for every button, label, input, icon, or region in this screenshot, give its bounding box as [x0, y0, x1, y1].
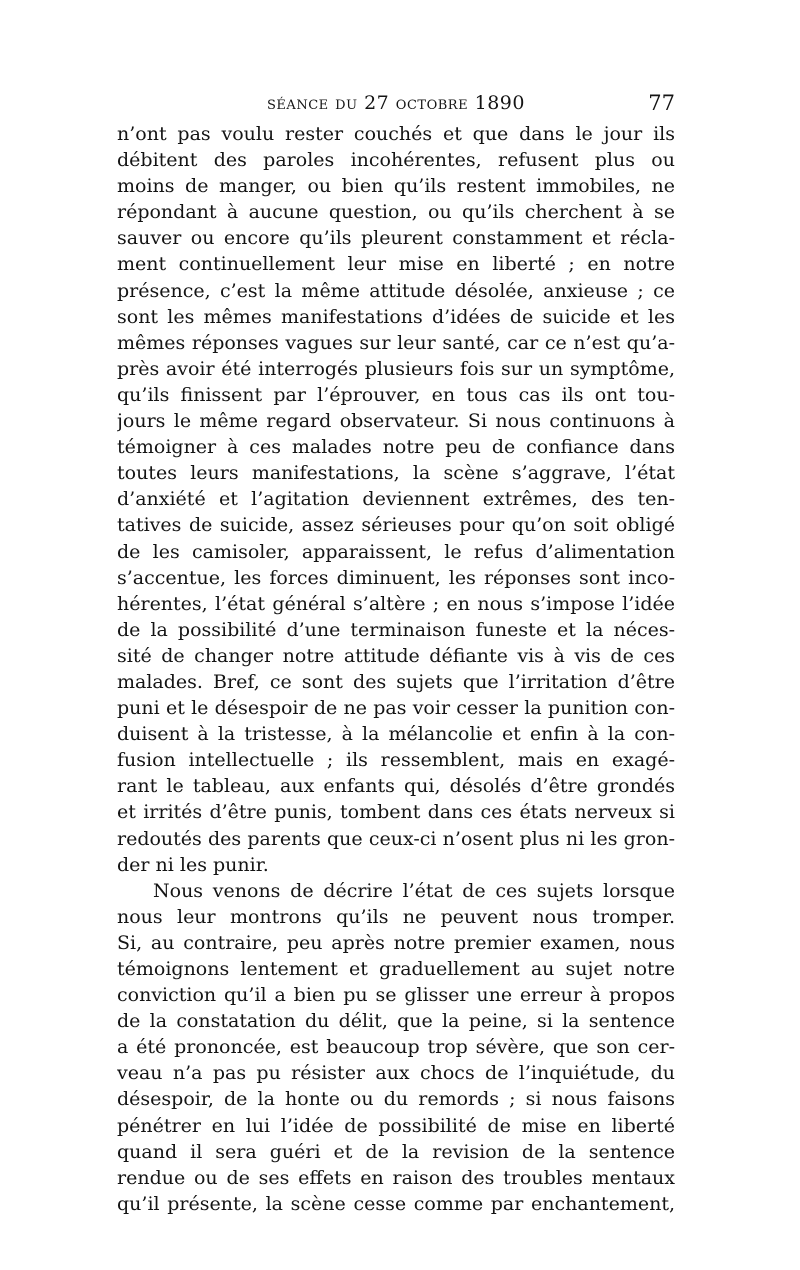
- text-line: près avoir été interrogés plusieurs fois sur un symptôme,: [117, 357, 675, 380]
- text-line: toutes leurs manifestations, la scène s’aggrave, l’état: [117, 462, 675, 485]
- text-line: s’accentue, les forces diminuent, les réponses sont inco-: [117, 566, 675, 589]
- text-line: désespoir, de la honte ou du remords ; si nous faisons: [117, 1088, 675, 1111]
- text-line: conviction qu’il a bien pu se glisser une erreur à propos: [117, 984, 675, 1007]
- text-line: quand il sera guéri et de la revision de la sentence: [117, 1140, 675, 1163]
- text-line: nous leur montrons qu’ils ne peuvent nous tromper.: [117, 905, 675, 928]
- running-title: séance du 27 octobre 1890: [267, 92, 525, 114]
- text-line: sont les mêmes manifestations d’idées de suicide et les: [117, 305, 675, 328]
- text-line: présence, c’est la même attitude désolée, anxieuse ; ce: [117, 279, 675, 302]
- text-line: malades. Bref, ce sont des sujets que l’irritation d’être: [117, 670, 675, 693]
- text-line: témoigner à ces malades notre peu de confiance dans: [117, 436, 675, 459]
- text-line: Nous venons de décrire l’état de ces sujets lorsque: [153, 879, 675, 902]
- text-line: a été prononcée, est beaucoup trop sévère, que son cer-: [117, 1036, 675, 1059]
- text-line: mêmes réponses vagues sur leur santé, car ce n’est qu’a-: [117, 331, 675, 354]
- text-line: fusion intellectuelle ; ils ressemblent, mais en exagé-: [117, 749, 675, 772]
- text-line: et irrités d’être punis, tombent dans ces états nerveux si: [117, 801, 675, 824]
- text-line: duisent à la tristesse, à la mélancolie et enfin à la con-: [117, 723, 675, 746]
- text-line: de les camisoler, apparaissent, le refus d’alimentation: [117, 540, 675, 563]
- text-line: débitent des paroles incohérentes, refusent plus ou: [117, 149, 675, 172]
- text-line: répondant à aucune question, ou qu’ils cherchent à se: [117, 201, 675, 224]
- text-line: sauver ou encore qu’ils pleurent constamment et récla-: [117, 227, 675, 250]
- text-line: moins de manger, ou bien qu’ils restent immobiles, ne: [117, 175, 675, 198]
- text-line: hérentes, l’état général s’altère ; en nous s’impose l’idée: [117, 592, 675, 615]
- text-line: de la constatation du délit, que la peine, si la sentence: [117, 1010, 675, 1033]
- text-line: der ni les punir.: [117, 853, 269, 876]
- text-line: redoutés des parents que ceux-ci n’osent plus ni les gron-: [117, 827, 675, 850]
- text-line: jours le même regard observateur. Si nous continuons à: [117, 410, 675, 433]
- text-line: Si, au contraire, peu après notre premier examen, nous: [117, 931, 675, 954]
- text-line: puni et le désespoir de ne pas voir cesser la punition con-: [117, 697, 675, 720]
- text-line: rendue ou de ses effets en raison des troubles mentaux: [117, 1166, 675, 1189]
- text-line: d’anxiété et l’agitation deviennent extrêmes, des ten-: [117, 488, 675, 511]
- text-line: sité de changer notre attitude défiante vis à vis de ces: [117, 644, 675, 667]
- text-line: qu’ils finissent par l’éprouver, en tous cas ils ont tou-: [117, 383, 675, 406]
- text-line: pénétrer en lui l’idée de possibilité de mise en liberté: [117, 1114, 675, 1137]
- body-text: [117, 121, 675, 1217]
- text-line: de la possibilité d’une terminaison funeste et la néces-: [117, 618, 675, 641]
- text-line: tatives de suicide, assez sérieuses pour qu’on soit obligé: [117, 514, 675, 537]
- running-head: [117, 88, 675, 118]
- page-number: 77: [648, 91, 675, 115]
- text-line: ment continuellement leur mise en liberté ; en notre: [117, 253, 675, 276]
- text-line: témoignons lentement et graduellement au sujet notre: [117, 958, 675, 980]
- text-line: qu’il présente, la scène cesse comme par enchantement,: [117, 1192, 675, 1215]
- text-line: rant le tableau, aux enfants qui, désolés d’être grondés: [117, 775, 675, 798]
- text-line: veau n’a pas pu résister aux chocs de l’inquiétude, du: [117, 1062, 675, 1085]
- text-line: n’ont pas voulu rester couchés et que dans le jour ils: [117, 123, 675, 145]
